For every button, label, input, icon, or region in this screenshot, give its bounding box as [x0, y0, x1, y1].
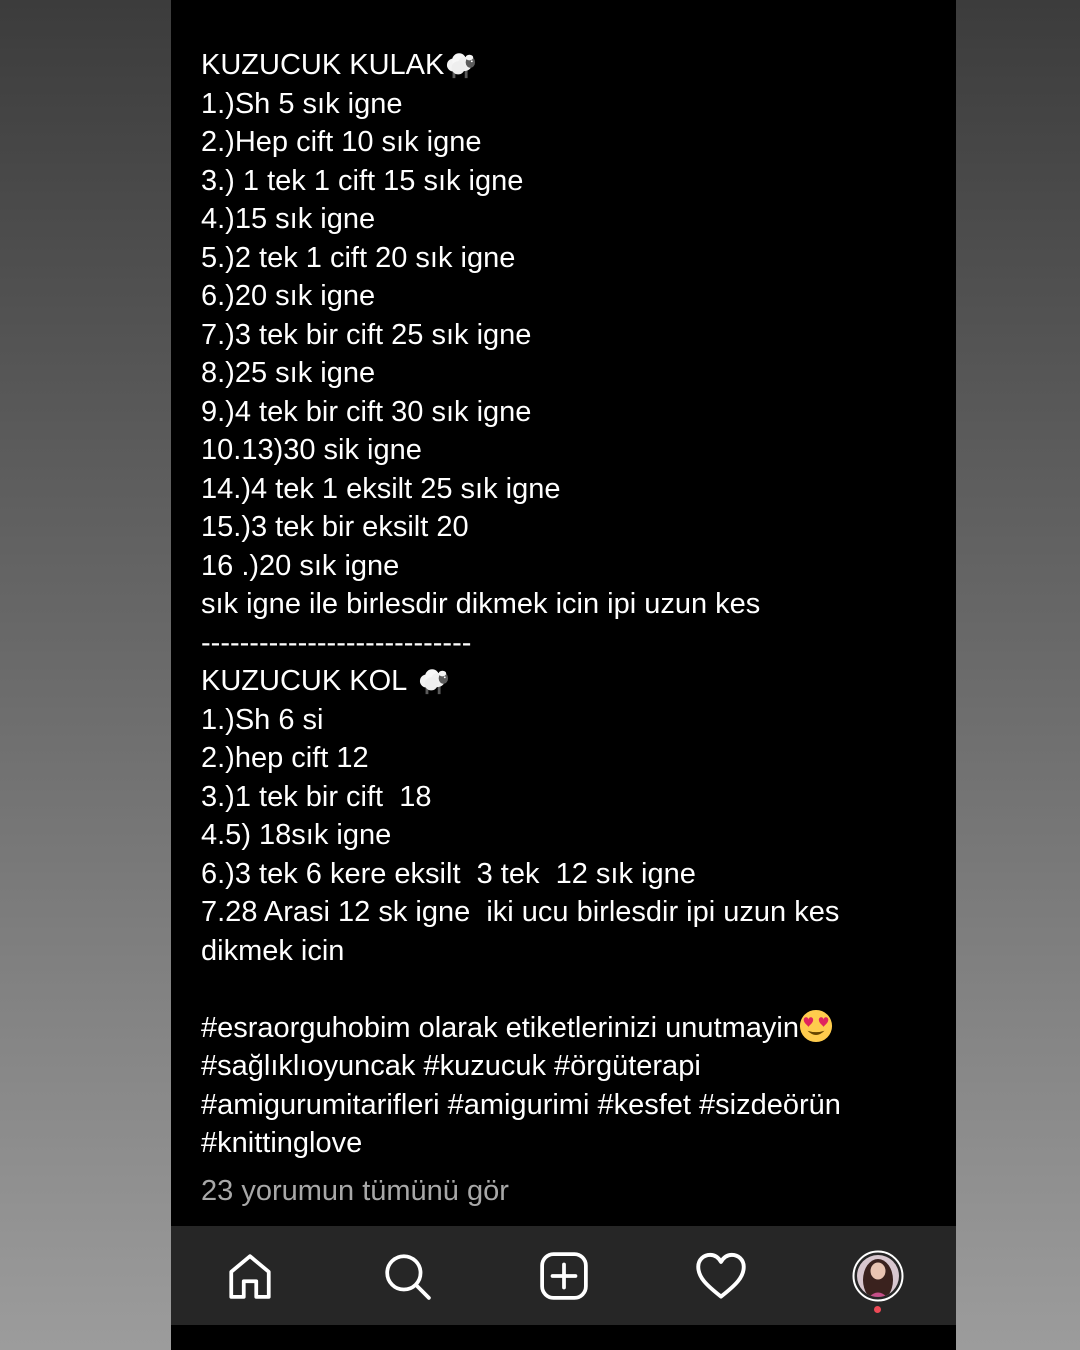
section-title-arm: [201, 662, 931, 701]
recipe-step: 16 .)20 sık igne: [201, 549, 400, 582]
hashtag-link[interactable]: #knittinglove: [201, 1127, 363, 1159]
hashtag-link[interactable]: #örgüterapi: [554, 1050, 701, 1082]
system-bottom-strip: [171, 1325, 956, 1350]
search-icon: [382, 1251, 432, 1301]
hashtag-link[interactable]: #esraorguhobim: [201, 1011, 411, 1044]
recipe-step: 1.)Sh 5 sık igne: [201, 87, 403, 120]
nav-activity-button[interactable]: [642, 1226, 799, 1325]
recipe-step: 1.)Sh 6 si: [201, 703, 324, 736]
hashtag-row: [201, 1124, 931, 1163]
recipe-step: 8.)25 sık igne: [201, 357, 376, 389]
recipe-step: 4.)15 sık igne: [201, 203, 376, 235]
section-title-text: KUZUCUK KULAK: [201, 49, 445, 81]
recipe-step: 3.)1 tek bir cift 18: [201, 780, 432, 813]
sheep-emoji-icon: [444, 50, 478, 80]
heart-icon: [695, 1251, 747, 1301]
recipe-step: 7.)3 tek bir cift 25 sık igne: [201, 318, 532, 351]
caption-mention-line: [201, 1009, 931, 1048]
notification-dot: [874, 1306, 881, 1313]
recipe-step: 10.13)30 sik igne: [201, 434, 422, 466]
recipe-step: 5.)2 tek 1 cift 20 sık igne: [201, 241, 516, 274]
recipe-step: 3.) 1 tek 1 cift 15 sık igne: [201, 164, 524, 197]
recipe-step: 2.)Hep cift 10 sık igne: [201, 126, 482, 158]
view-all-comments-link[interactable]: 23 yorumun tümünü gör: [201, 1174, 509, 1207]
phone-screen: [171, 0, 956, 1350]
home-icon: [225, 1251, 275, 1301]
hashtag-row: [201, 1047, 931, 1086]
hashtag-link[interactable]: #kuzucuk: [423, 1050, 546, 1082]
nav-profile-button[interactable]: [799, 1226, 956, 1325]
nav-search-button[interactable]: [328, 1226, 485, 1325]
recipe-step: 9.)4 tek bir cift 30 sık igne: [201, 395, 532, 428]
post-caption: [201, 46, 931, 1210]
hashtag-link[interactable]: #amigurumitarifleri: [201, 1088, 440, 1121]
hashtag-link[interactable]: #kesfet: [597, 1088, 691, 1121]
sheep-emoji-icon: [417, 666, 451, 696]
hashtag-link[interactable]: #sağlıklıoyuncak: [201, 1050, 416, 1082]
recipe-step: 2.)hep cift 12: [201, 742, 369, 774]
add-post-icon: [539, 1251, 589, 1301]
nav-home-button[interactable]: [171, 1226, 328, 1325]
hashtag-link[interactable]: #sizdeörün: [699, 1088, 841, 1121]
recipe-step: 15.)3 tek bir eksilt 20: [201, 511, 469, 543]
hashtag-link[interactable]: #amigurimi: [447, 1088, 590, 1121]
section-title-text: KUZUCUK KOL: [201, 665, 408, 697]
nav-new-post-button[interactable]: [485, 1226, 642, 1325]
section-title-ear: [201, 46, 931, 85]
caption-text: olarak etiketlerinizi unutmayin: [418, 1011, 799, 1044]
heart-eyes-emoji-icon: [799, 1009, 833, 1043]
blank-line: [201, 970, 931, 1009]
avatar: [852, 1250, 904, 1302]
recipe-step: 14.)4 tek 1 eksilt 25 sık igne: [201, 472, 561, 505]
recipe-step: 6.)20 sık igne: [201, 280, 376, 312]
recipe-step: 4.5) 18sık igne: [201, 819, 392, 851]
recipe-step: 6.)3 tek 6 kere eksilt 3 tek 12 sık igne: [201, 857, 696, 890]
hashtag-row: [201, 1086, 931, 1125]
recipe-step: 7.28 Arasi 12 sk igne iki ucu birlesdir ipi uzun kes: [201, 896, 840, 928]
recipe-note: sık igne ile birlesdir dikmek icin ipi uzun kes: [201, 588, 761, 620]
divider-line: ----------------------------: [201, 626, 472, 659]
bottom-navigation-bar: [171, 1226, 956, 1325]
recipe-step: dikmek icin: [201, 934, 345, 967]
